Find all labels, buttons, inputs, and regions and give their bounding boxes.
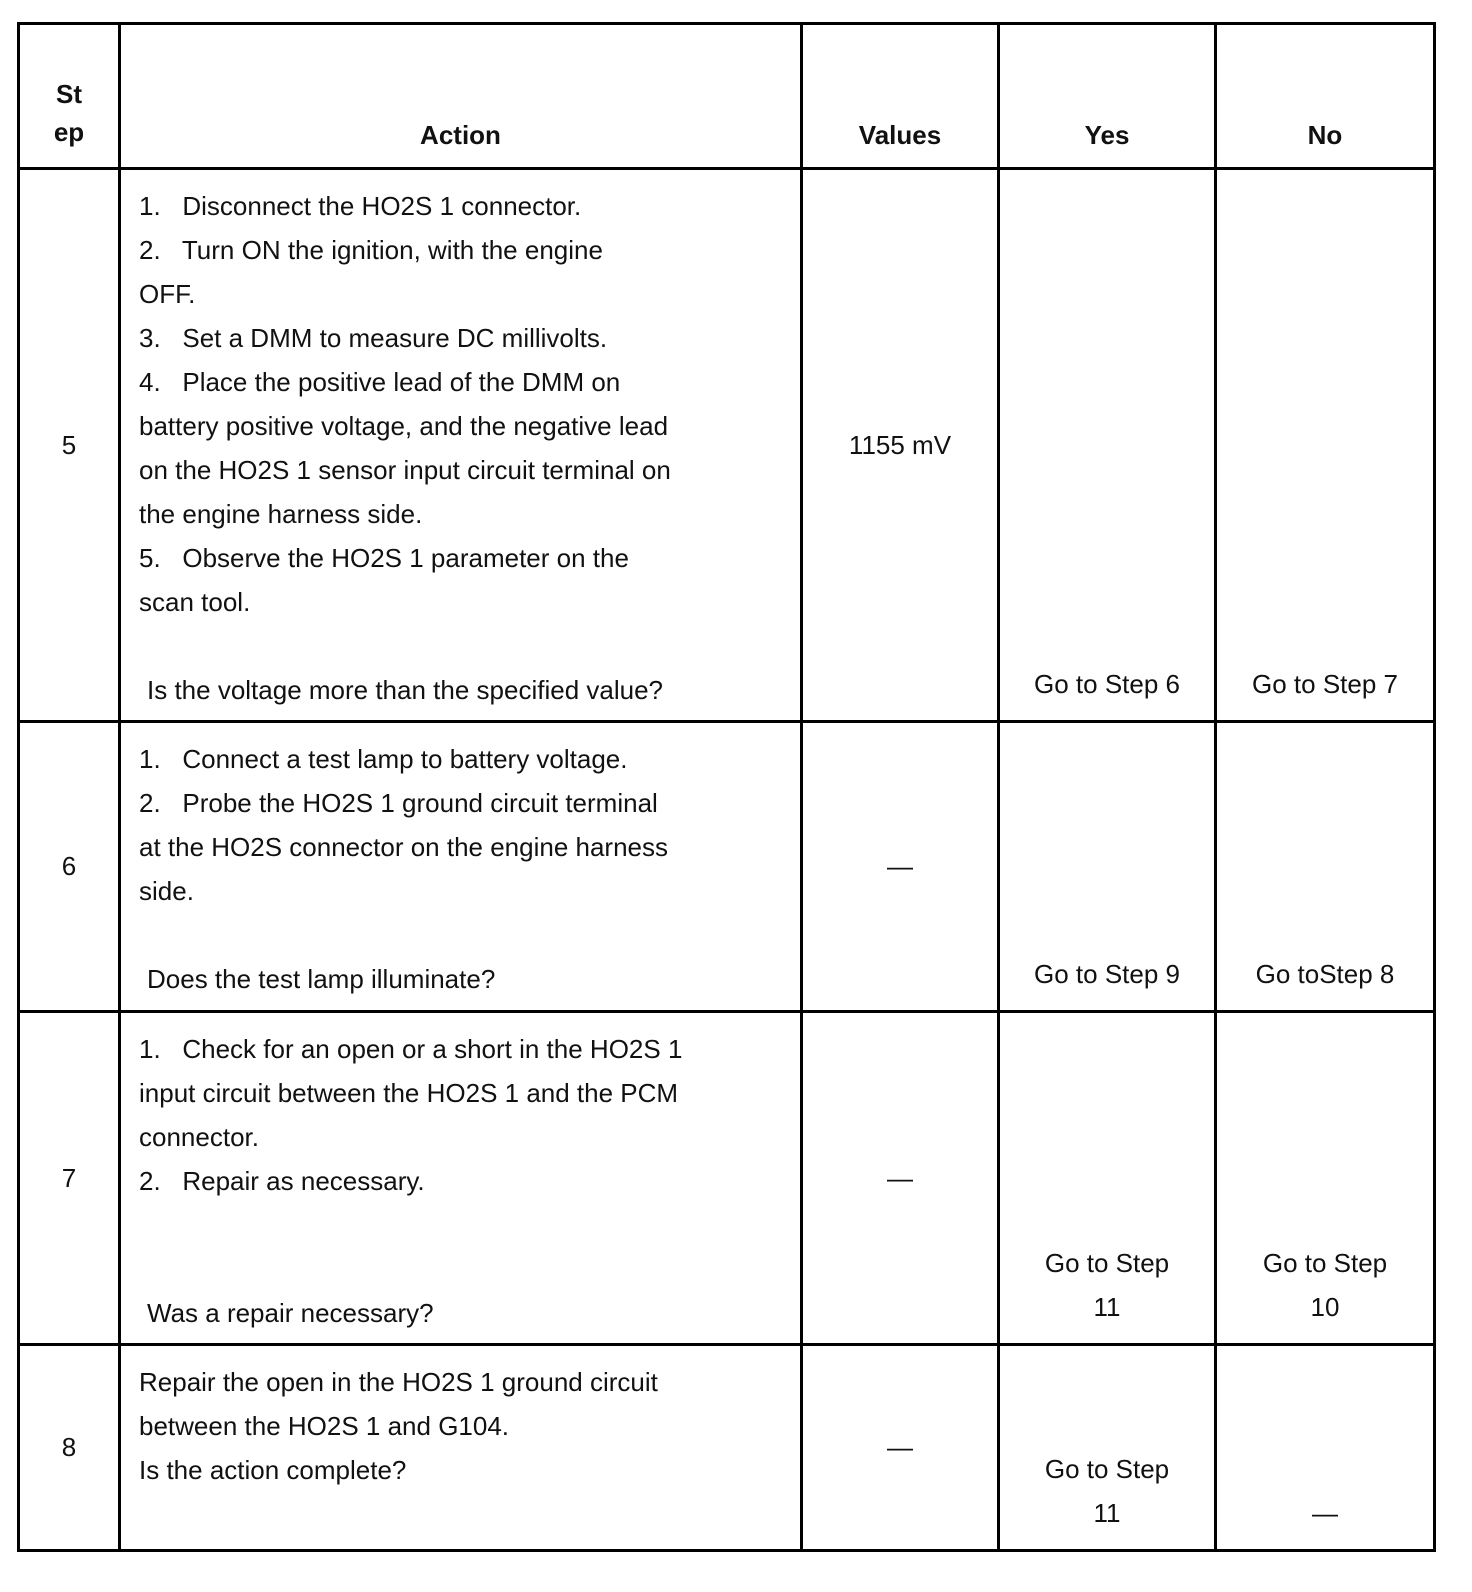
step-number: 5 [19,169,120,722]
action-cell [120,169,802,722]
action-question: Was a repair necessary? [147,1298,434,1328]
no-cell: Go to Step 7 [1216,169,1435,722]
yes-line: 11 [1093,1498,1121,1528]
step-number: 6 [19,722,120,1012]
action-line: connector. [139,1122,259,1152]
yes-cell [999,1345,1216,1551]
action-line: 1. Check for an open or a short in the HO2S 1 [139,1034,683,1064]
no-line: Go to Step [1262,1248,1388,1278]
action-line: battery positive voltage, and the negative lead [139,411,669,441]
action-cell [120,1345,802,1551]
action-line: side. [139,876,194,906]
action-line: 1. Connect a test lamp to battery voltage. [139,744,628,774]
no-line: 10 [1310,1292,1340,1322]
action-line: on the HO2S 1 sensor input circuit terminal on [139,455,671,485]
value-cell: 1155 mV [802,169,999,722]
yes-cell: Go to Step 9 [999,722,1216,1012]
step-header: St ep [19,24,120,169]
action-line: at the HO2S connector on the engine harness [139,832,669,862]
no-cell [1216,1012,1435,1345]
yes-line: 11 [1093,1292,1121,1322]
action-question: Does the test lamp illuminate? [147,964,496,994]
diagnostic-table [17,22,1436,1552]
no-header: No [1216,24,1435,169]
step-number: 8 [19,1345,120,1551]
action-line: 2. Turn ON the ignition, with the engine [139,235,603,265]
action-line: 5. Observe the HO2S 1 parameter on the [139,543,629,573]
action-cell [120,722,802,1012]
step-number: 7 [19,1012,120,1345]
action-cell [120,1012,802,1345]
action-line: the engine harness side. [139,499,423,529]
value-cell: — [802,1012,999,1345]
action-line: 4. Place the positive lead of the DMM on [139,367,621,397]
table-row [19,722,1435,1012]
value-cell: — [802,722,999,1012]
table-row [19,169,1435,722]
value-cell: — [802,1345,999,1551]
action-header: Action [120,24,802,169]
values-header: Values [802,24,999,169]
yes-header: Yes [999,24,1216,169]
action-line: 2. Probe the HO2S 1 ground circuit terminal [139,788,658,818]
action-line: 1. Disconnect the HO2S 1 connector. [139,191,582,221]
yes-line: Go to Step [1044,1248,1170,1278]
action-line: scan tool. [139,587,251,617]
action-line: between the HO2S 1 and G104. [139,1411,510,1441]
action-line: Repair the open in the HO2S 1 ground circuit [139,1367,658,1397]
yes-cell [999,1012,1216,1345]
action-line: 3. Set a DMM to measure DC millivolts. [139,323,608,353]
yes-line: Go to Step [1044,1454,1170,1484]
no-cell: — [1216,1345,1435,1551]
action-line: OFF. [139,279,196,309]
table-row [19,1345,1435,1551]
no-cell: Go toStep 8 [1216,722,1435,1012]
yes-cell: Go to Step 6 [999,169,1216,722]
action-question: Is the voltage more than the specified value? [147,675,663,705]
header-row [19,24,1435,169]
action-line: 2. Repair as necessary. [139,1166,425,1196]
table-row [19,1012,1435,1345]
action-line: input circuit between the HO2S 1 and the PCM [139,1078,679,1108]
action-line: Is the action complete? [139,1455,407,1485]
